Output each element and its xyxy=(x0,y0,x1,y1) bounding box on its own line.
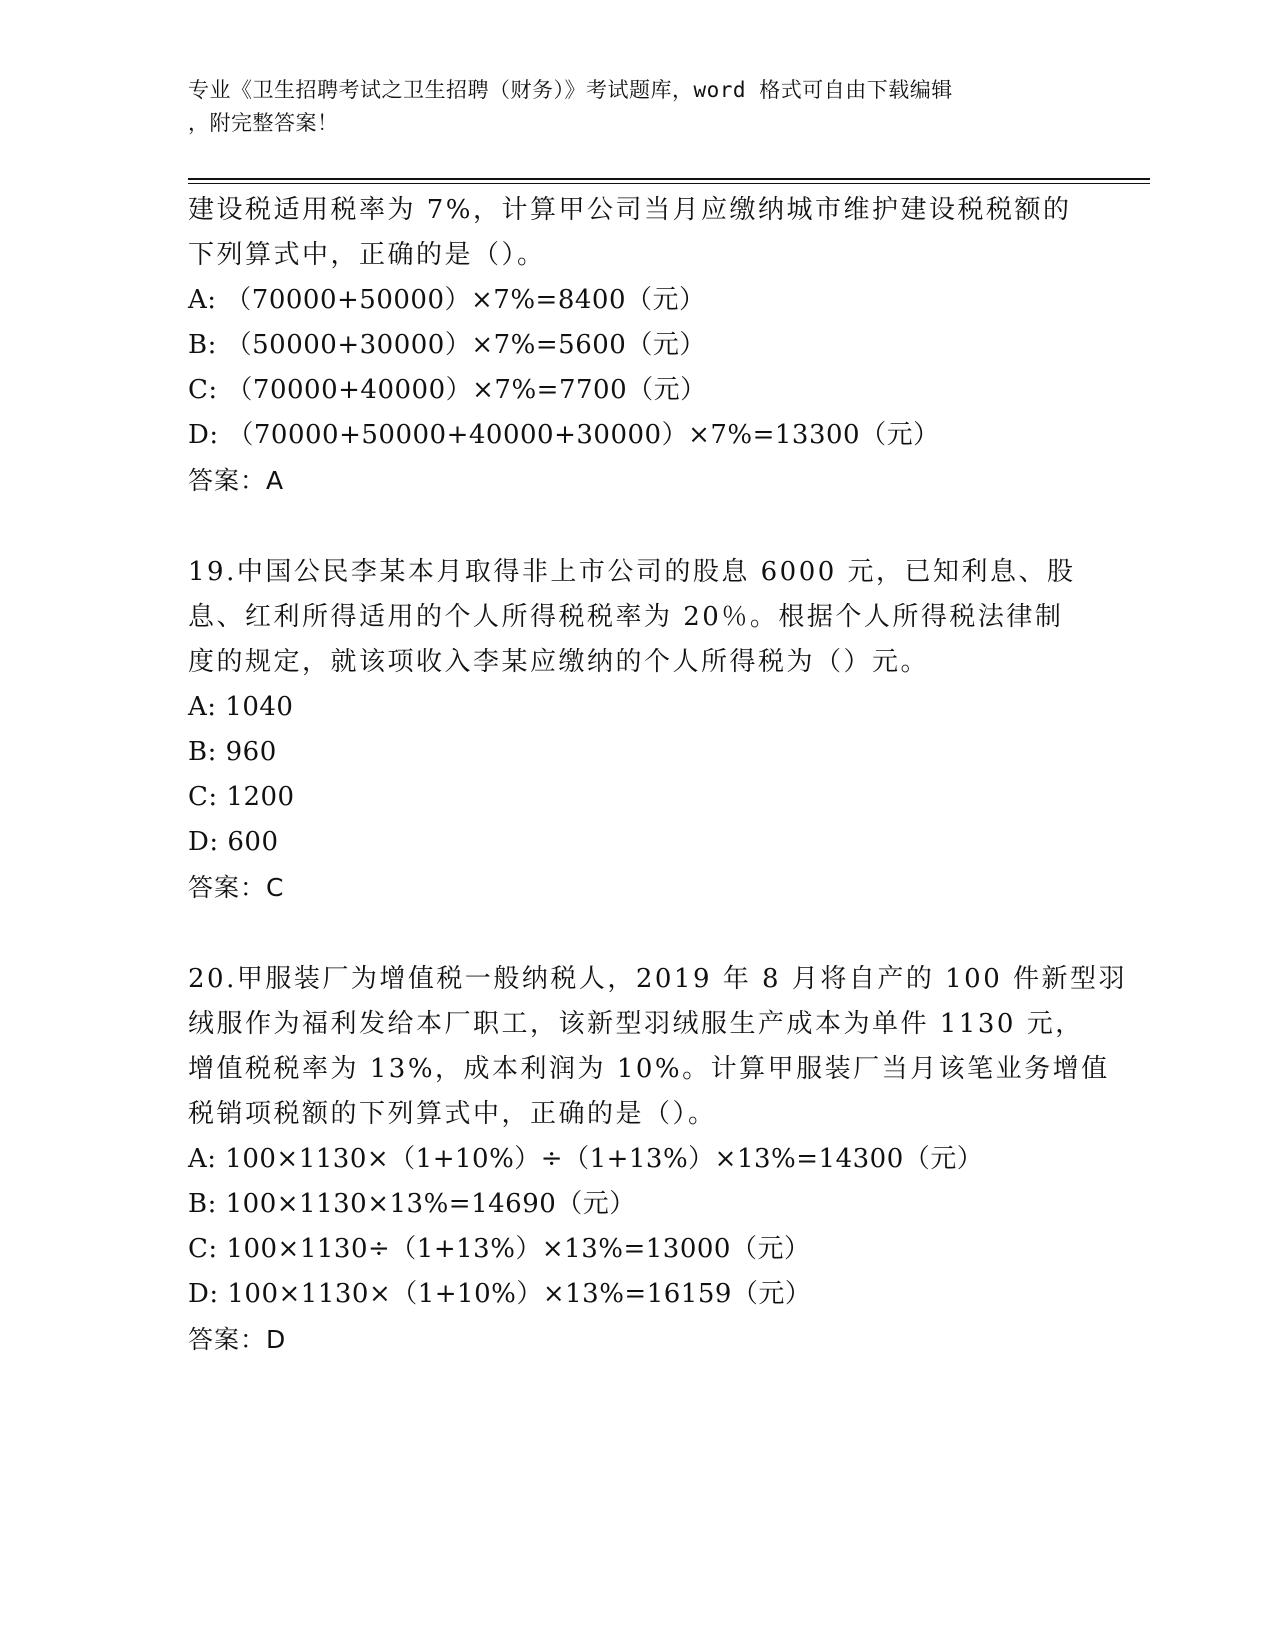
answer-line: 答案：D xyxy=(188,1325,287,1354)
header-divider-thick xyxy=(188,178,1150,180)
question-20 xyxy=(188,957,1128,1362)
question-content xyxy=(188,188,1128,1362)
question-text-line: 19.中国公民李某本月取得非上市公司的股息 6000 元，已知利息、股 xyxy=(188,557,1076,587)
option-c: C: （70000+40000）×7%=7700（元） xyxy=(188,375,707,405)
question-19 xyxy=(188,550,1088,910)
option-c: C: 100×1130÷（1+13%）×13%=13000（元） xyxy=(188,1234,811,1264)
header-line-1: 专业《卫生招聘考试之卫生招聘（财务）》考试题库，word 格式可自由下载编辑 xyxy=(188,78,953,102)
spacer xyxy=(188,910,1088,957)
option-a: A: 100×1130×（1+10%）÷（1+13%）×13%=14300（元） xyxy=(188,1144,984,1174)
option-d: D: 600 xyxy=(188,827,279,857)
option-a: A: （70000+50000）×7%=8400（元） xyxy=(188,285,706,315)
option-b: B: 100×1130×13%=14690（元） xyxy=(188,1189,636,1219)
option-d: D: （70000+50000+40000+30000）×7%=13300（元） xyxy=(188,420,940,450)
question-text-line: 下列算式中，正确的是（）。 xyxy=(188,240,546,270)
question-text-line: 20.甲服装厂为增值税一般纳税人，2019 年 8 月将自产的 100 件新型羽 xyxy=(188,964,1128,994)
spacer xyxy=(188,503,1088,550)
question-text-line: 建设税适用税率为 7%，计算甲公司当月应缴纳城市维护建设税税额的 xyxy=(188,195,1072,225)
question-18 xyxy=(188,188,1088,503)
option-a: A: 1040 xyxy=(188,692,294,722)
option-b: B: （50000+30000）×7%=5600（元） xyxy=(188,330,706,360)
question-text-line: 度的规定，就该项收入李某应缴纳的个人所得税为（）元。 xyxy=(188,647,930,677)
header-line-2: ，附完整答案！ xyxy=(188,111,339,135)
question-text-line: 税销项税额的下列算式中，正确的是（）。 xyxy=(188,1099,717,1129)
question-text-line: 息、红利所得适用的个人所得税税率为 20％。根据个人所得税法律制 xyxy=(188,602,1064,632)
option-c: C: 1200 xyxy=(188,782,295,812)
answer-line: 答案：C xyxy=(188,873,285,902)
header-divider-thin xyxy=(188,183,1150,184)
option-b: B: 960 xyxy=(188,737,277,767)
question-text-line: 增值税税率为 13%，成本利润为 10%。计算甲服装厂当月该笔业务增值 xyxy=(188,1054,1110,1084)
question-text-line: 绒服作为福利发给本厂职工，该新型羽绒服生产成本为单件 1130 元， xyxy=(188,1009,1084,1039)
document-header xyxy=(188,74,1068,140)
answer-line: 答案：A xyxy=(188,466,285,495)
option-d: D: 100×1130×（1+10%）×13%=16159（元） xyxy=(188,1279,812,1309)
